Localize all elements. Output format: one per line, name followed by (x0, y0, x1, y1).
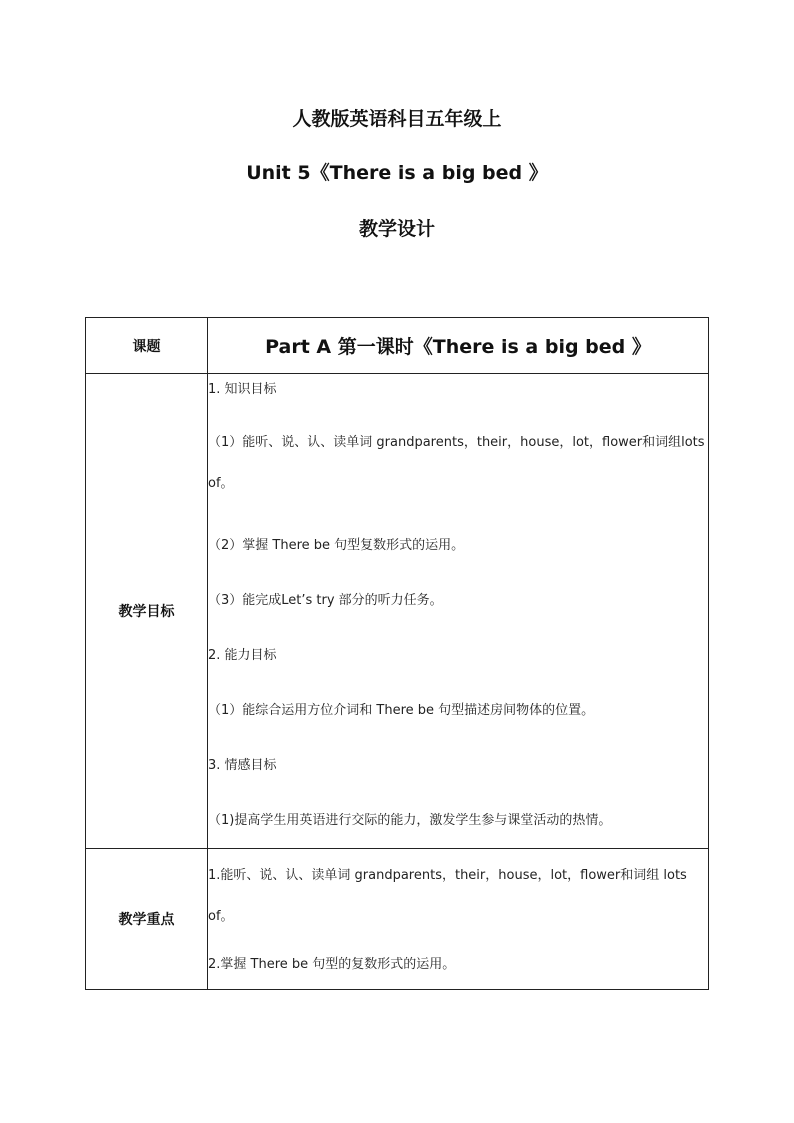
topic-label: 课题 (86, 318, 208, 374)
objective-item: （1)提高学生用英语进行交际的能力，激发学生参与课堂活动的热情。 (208, 813, 612, 828)
document-title: 人教版英语科目五年级上 (292, 108, 502, 130)
document-subtitle: 教学设计 (358, 218, 435, 240)
objectives-content (208, 374, 709, 849)
objective-item: （2）掌握 There be 句型复数形式的运用。 (208, 538, 465, 553)
objective-heading-ability: 2. 能力目标 (208, 648, 277, 663)
objective-heading-knowledge: 1. 知识目标 (208, 382, 277, 397)
lesson-plan-table (85, 317, 709, 990)
topic-value: Part A 第一课时《There is a big bed 》 (208, 318, 709, 374)
unit-title: Unit 5《There is a big bed 》 (246, 162, 548, 184)
objective-item: （1）能综合运用方位介词和 There be 句型描述房间物体的位置。 (208, 703, 595, 718)
objective-heading-emotion: 3. 情感目标 (208, 758, 277, 773)
keypoint-item: 2.掌握 There be 句型的复数形式的运用。 (208, 957, 456, 972)
objectives-label: 教学目标 (86, 374, 208, 849)
table-row-topic (86, 318, 709, 374)
objective-item: （1）能听、说、认、读单词 grandparents，their，house，lot，flower和词组lots of。 (208, 435, 705, 491)
table-row-objectives (86, 374, 709, 849)
keypoint-item: 1.能听、说、认、读单词 grandparents，their，house，lot，flower和词组 lots of。 (208, 868, 687, 924)
table-row-keypoints (86, 849, 709, 990)
keypoints-content (208, 849, 709, 990)
objective-item: （3）能完成Let’s try 部分的听力任务。 (208, 593, 443, 608)
keypoints-label: 教学重点 (86, 849, 208, 990)
